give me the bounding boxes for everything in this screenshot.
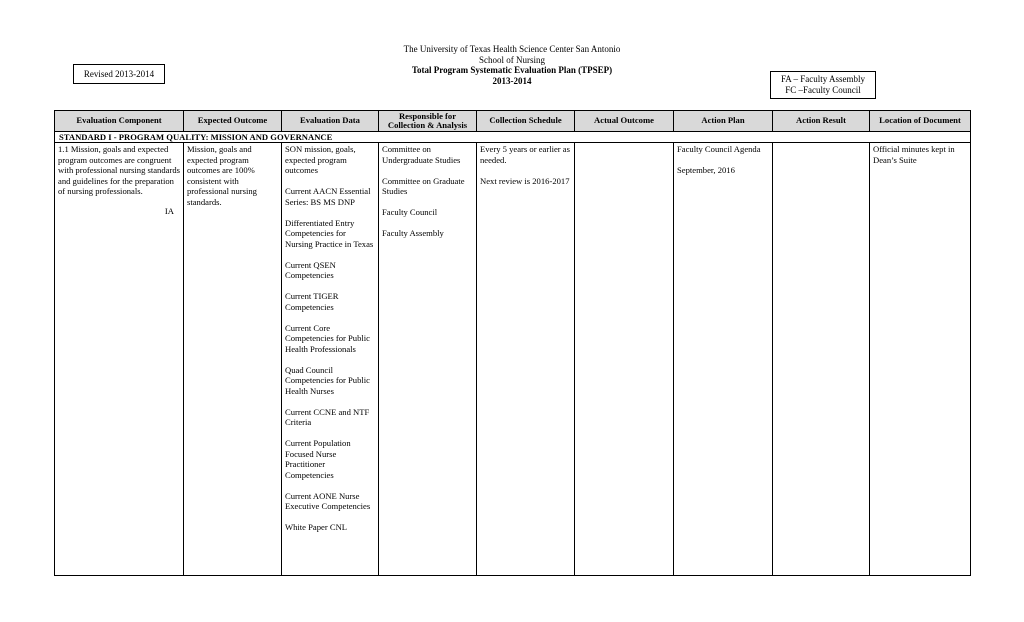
evaluation-data-item: SON mission, goals, expected program outcomes bbox=[285, 144, 356, 175]
evaluation-data-item: Current AONE Nurse Executive Competencies bbox=[285, 490, 371, 511]
component-text: 1.1 Mission, goals and expected program outcomes are congruent with professional nursing standards and guidelines for the preparation of nursing professionals. bbox=[58, 144, 180, 196]
standard-title: STANDARD I - PROGRAM QUALITY: MISSION AND GOVERNANCE bbox=[55, 132, 971, 143]
evaluation-data-cell bbox=[282, 143, 379, 576]
legend-fa: FA – Faculty Assembly bbox=[780, 74, 866, 84]
column-header: Evaluation Component bbox=[55, 111, 184, 132]
action-plan-item: September, 2016 bbox=[677, 165, 735, 175]
column-header: Evaluation Data bbox=[282, 111, 379, 132]
component-code: IA bbox=[164, 205, 174, 216]
school-name: School of Nursing bbox=[479, 54, 545, 65]
evaluation-data-item: Current Population Focused Nurse Practitioner Competencies bbox=[285, 438, 351, 480]
responsible-item: Faculty Council bbox=[382, 207, 438, 217]
document-year: 2013-2014 bbox=[492, 75, 532, 86]
evaluation-data-item: Differentiated Entry Competencies for Nursing Practice in Texas bbox=[285, 217, 374, 249]
evaluation-data-item: White Paper CNL bbox=[285, 522, 348, 532]
column-header: Expected Outcome bbox=[184, 111, 282, 132]
document-header bbox=[312, 44, 712, 86]
responsible-cell bbox=[379, 143, 477, 576]
collection-schedule-cell bbox=[477, 143, 575, 576]
table-header-row bbox=[55, 111, 971, 132]
column-header: Collection Schedule bbox=[477, 111, 575, 132]
action-plan-item: Faculty Council Agenda bbox=[677, 144, 761, 154]
evaluation-data-item: Quad Council Competencies for Public Health Nurses bbox=[285, 364, 370, 396]
actual-outcome-cell bbox=[575, 143, 674, 576]
evaluation-plan-table bbox=[54, 110, 971, 576]
column-header: Action Result bbox=[773, 111, 870, 132]
column-header: Actual Outcome bbox=[575, 111, 674, 132]
evaluation-data-item: Current AACN Essential Series: BS MS DNP bbox=[285, 186, 371, 207]
responsible-item: Committee on Graduate Studies bbox=[382, 175, 465, 196]
table-row bbox=[55, 143, 971, 576]
revised-label: Revised 2013-2014 bbox=[73, 64, 165, 84]
document-location-cell: Official minutes kept in Dean’s Suite bbox=[870, 143, 971, 576]
responsible-item: Committee on Undergraduate Studies bbox=[382, 144, 461, 165]
schedule-item: Every 5 years or earlier as needed. bbox=[480, 144, 570, 165]
evaluation-data-item: Current QSEN Competencies bbox=[285, 259, 336, 280]
evaluation-data-item: Current TIGER Competencies bbox=[285, 291, 339, 312]
column-header: Action Plan bbox=[674, 111, 773, 132]
schedule-item: Next review is 2016-2017 bbox=[480, 175, 570, 186]
evaluation-data-item: Current Core Competencies for Public Health Professionals bbox=[285, 322, 370, 354]
evaluation-data-item: Current CCNE and NTF Criteria bbox=[285, 406, 370, 427]
evaluation-component-cell bbox=[55, 143, 184, 576]
legend-fc: FC –Faculty Council bbox=[785, 85, 861, 95]
action-plan-cell bbox=[674, 143, 773, 576]
responsible-item: Faculty Assembly bbox=[382, 228, 444, 238]
document-title: Total Program Systematic Evaluation Plan (TPSEP) bbox=[411, 65, 613, 75]
abbreviation-legend bbox=[770, 71, 876, 99]
standard-row bbox=[55, 132, 971, 143]
action-result-cell bbox=[773, 143, 870, 576]
expected-outcome-cell: Mission, goals and expected program outcomes are 100% consistent with professional nursing standards. bbox=[184, 143, 282, 576]
column-header: Responsible for Collection & Analysis bbox=[379, 111, 477, 132]
column-header: Location of Document bbox=[870, 111, 971, 132]
institution-name: The University of Texas Health Science Center San Antonio bbox=[403, 44, 621, 54]
